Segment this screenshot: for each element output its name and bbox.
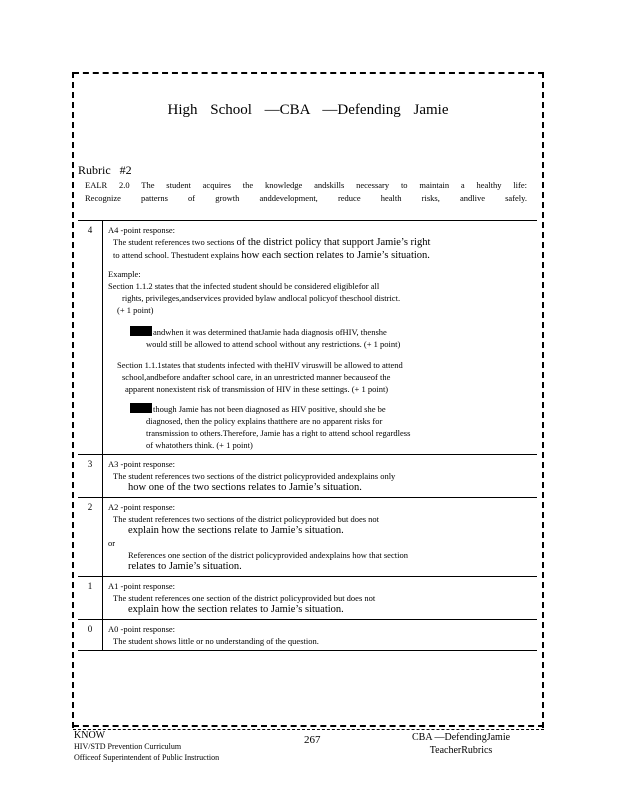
table-row-0 — [78, 620, 537, 651]
border-left — [72, 72, 74, 728]
example-text: though Jamie has not been diagnosed as HIV positive, should she be — [153, 404, 386, 414]
level-text: to attend school. Thestudent explains — [113, 250, 240, 260]
footer-right — [412, 731, 510, 757]
level-text: how each section relates to Jamie’s situation. — [241, 250, 430, 261]
level-text: of the district policy that support Jamie’s right — [236, 237, 431, 248]
example-text: rights, privileges,andservices provided bylaw andlocal policyof theschool district. — [122, 293, 401, 303]
redaction-block — [130, 403, 152, 413]
redaction-block — [130, 326, 152, 336]
level-text: The student references two sections of the district policyprovided andexplains only — [113, 471, 396, 481]
description-cell — [103, 577, 538, 620]
level-text: explain how the section relates to Jamie’s situation. — [128, 604, 344, 615]
score-cell: 0 — [78, 620, 103, 651]
footer-know: KNOW — [74, 730, 106, 741]
example-label: Example: — [108, 269, 141, 279]
ealr-line-2: Recognize patterns of growth anddevelopment, reduce health risks, andlive safely. — [85, 193, 527, 203]
ealr-line-1: EALR 2.0 The student acquires the knowledge andskills necessary to maintain a healthy life: — [85, 180, 527, 190]
level-text: The student shows little or no understanding of the question. — [113, 636, 319, 646]
footer-curriculum: HIV/STD Prevention Curriculum — [74, 742, 182, 751]
level-text: relates to Jamie’s situation. — [128, 561, 242, 572]
description-cell — [103, 498, 538, 577]
level-text: explain how the sections relate to Jamie’s situation. — [128, 525, 344, 536]
border-bottom — [73, 725, 544, 727]
table-row-4 — [78, 221, 537, 455]
level-text: The student references two sections of the district policyprovided but does not — [113, 514, 380, 524]
table-row-2 — [78, 498, 537, 577]
score-cell: 2 — [78, 498, 103, 577]
level-heading: A0 -point response: — [108, 624, 176, 634]
description-cell — [103, 221, 538, 455]
ealr-statement — [85, 179, 527, 205]
example-text: apparent nonexistent risk of transmission of HIV in these settings. (+ 1 point) — [125, 384, 389, 394]
footer-office: Officeof Superintendent of Public Instruction — [74, 753, 220, 762]
footer-doc-subtitle: TeacherRubrics — [429, 745, 493, 756]
description-cell — [103, 455, 538, 498]
example-text: of whatothers think. (+ 1 point) — [146, 440, 253, 450]
example-text: Section 1.1.2 states that the infected student should be considered eligiblefor all — [108, 281, 380, 291]
border-top — [73, 72, 544, 74]
description-cell — [103, 620, 538, 651]
border-right — [542, 72, 544, 728]
example-text: diagnosed, then the policy explains thatthere are no apparent risks for — [146, 416, 383, 426]
example-text: transmission to others.Therefore, Jamie has a right to attend school regardless — [146, 428, 411, 438]
table-row-3 — [78, 455, 537, 498]
table-row-1 — [78, 577, 537, 620]
example-text: (+ 1 point) — [117, 305, 154, 315]
example-text: would still be allowed to attend school without any restrictions. (+ 1 point) — [146, 339, 401, 349]
level-text: References one section of the district policyprovided andexplains how that section — [128, 550, 408, 560]
level-heading: A3 -point response: — [108, 459, 176, 469]
level-text: The student references two sections — [113, 237, 235, 247]
footer-left — [74, 730, 219, 763]
level-heading: A2 -point response: — [108, 502, 176, 512]
level-heading: A1 -point response: — [108, 581, 176, 591]
score-cell: 4 — [78, 221, 103, 455]
score-cell: 1 — [78, 577, 103, 620]
rubric-label: Rubric #2 — [78, 163, 132, 177]
page-title: High School —CBA —Defending Jamie — [167, 102, 449, 118]
level-text: The student references one section of the district policyprovided but does not — [113, 593, 376, 603]
or-text: or — [108, 538, 116, 548]
level-heading: A4 -point response: — [108, 225, 176, 235]
example-text: school,andbefore andafter school care, in an unrestricted manner becauseof the — [122, 372, 391, 382]
page-number: 267 — [304, 734, 321, 746]
rubric-table — [78, 220, 537, 651]
level-text: how one of the two sections relates to Jamie’s situation. — [128, 482, 362, 493]
example-text: andwhen it was determined thatJamie hada diagnosis ofHIV, thenshe — [153, 327, 387, 337]
score-cell: 3 — [78, 455, 103, 498]
example-text: Section 1.1.1states that students infected with theHIV viruswill be allowed to attend — [117, 360, 403, 370]
footer-doc-title: CBA —DefendingJamie — [412, 732, 511, 743]
